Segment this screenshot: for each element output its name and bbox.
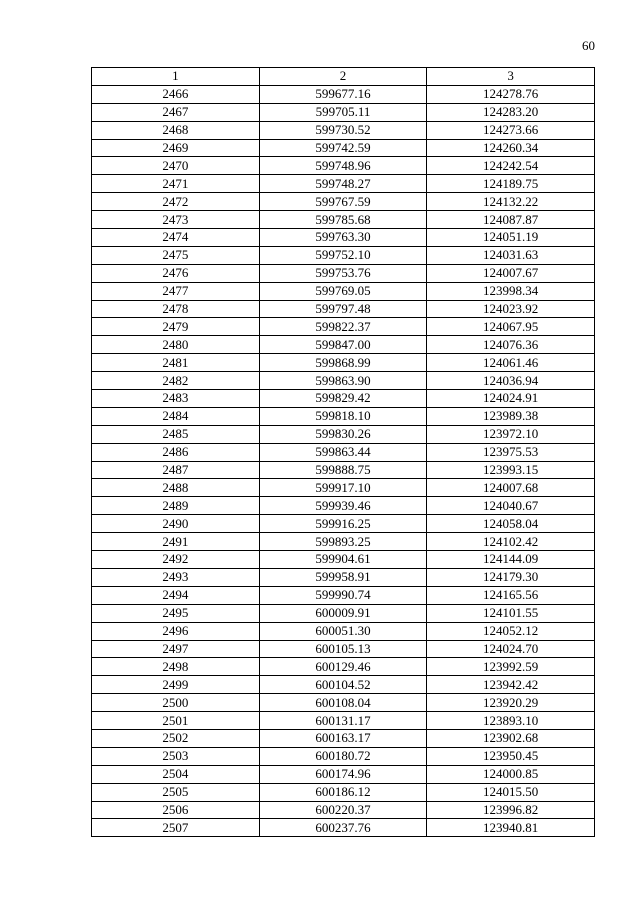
point-number-cell: 2474 bbox=[92, 229, 260, 247]
point-number-cell: 2492 bbox=[92, 551, 260, 569]
table-row bbox=[92, 640, 595, 658]
point-number-cell: 2500 bbox=[92, 694, 260, 712]
x-coordinate-cell: 600105.13 bbox=[259, 640, 427, 658]
y-coordinate-cell: 123996.82 bbox=[427, 801, 595, 819]
table-row bbox=[92, 819, 595, 837]
point-number-cell: 2468 bbox=[92, 121, 260, 139]
table-row bbox=[92, 783, 595, 801]
y-coordinate-cell: 124067.95 bbox=[427, 318, 595, 336]
table-row bbox=[92, 121, 595, 139]
table-row bbox=[92, 336, 595, 354]
x-coordinate-cell: 600186.12 bbox=[259, 783, 427, 801]
table-row bbox=[92, 676, 595, 694]
x-coordinate-cell: 599904.61 bbox=[259, 551, 427, 569]
point-number-cell: 2466 bbox=[92, 85, 260, 103]
point-number-cell: 2471 bbox=[92, 175, 260, 193]
y-coordinate-cell: 123902.68 bbox=[427, 729, 595, 747]
point-number-cell: 2491 bbox=[92, 533, 260, 551]
point-number-cell: 2482 bbox=[92, 372, 260, 390]
point-number-cell: 2503 bbox=[92, 747, 260, 765]
x-coordinate-cell: 599677.16 bbox=[259, 85, 427, 103]
point-number-cell: 2479 bbox=[92, 318, 260, 336]
point-number-cell: 2499 bbox=[92, 676, 260, 694]
x-coordinate-cell: 599917.10 bbox=[259, 479, 427, 497]
x-coordinate-cell: 599863.44 bbox=[259, 443, 427, 461]
y-coordinate-cell: 124076.36 bbox=[427, 336, 595, 354]
y-coordinate-cell: 123893.10 bbox=[427, 712, 595, 730]
x-coordinate-cell: 599818.10 bbox=[259, 407, 427, 425]
table-row bbox=[92, 747, 595, 765]
point-number-cell: 2489 bbox=[92, 497, 260, 515]
y-coordinate-cell: 124023.92 bbox=[427, 300, 595, 318]
point-number-cell: 2467 bbox=[92, 103, 260, 121]
y-coordinate-cell: 124260.34 bbox=[427, 139, 595, 157]
x-coordinate-cell: 599748.96 bbox=[259, 157, 427, 175]
x-coordinate-cell: 600051.30 bbox=[259, 622, 427, 640]
point-number-cell: 2497 bbox=[92, 640, 260, 658]
y-coordinate-cell: 124024.91 bbox=[427, 390, 595, 408]
table-row bbox=[92, 139, 595, 157]
x-coordinate-cell: 600131.17 bbox=[259, 712, 427, 730]
point-number-cell: 2502 bbox=[92, 729, 260, 747]
y-coordinate-cell: 124052.12 bbox=[427, 622, 595, 640]
point-number-cell: 2483 bbox=[92, 390, 260, 408]
x-coordinate-cell: 599763.30 bbox=[259, 229, 427, 247]
point-number-cell: 2476 bbox=[92, 264, 260, 282]
y-coordinate-cell: 124101.55 bbox=[427, 604, 595, 622]
point-number-cell: 2490 bbox=[92, 515, 260, 533]
x-coordinate-cell: 600174.96 bbox=[259, 765, 427, 783]
header-column-2: 2 bbox=[259, 68, 427, 86]
point-number-cell: 2501 bbox=[92, 712, 260, 730]
y-coordinate-cell: 123972.10 bbox=[427, 425, 595, 443]
table-row bbox=[92, 712, 595, 730]
table-row bbox=[92, 282, 595, 300]
table-row bbox=[92, 407, 595, 425]
y-coordinate-cell: 124007.68 bbox=[427, 479, 595, 497]
x-coordinate-cell: 599752.10 bbox=[259, 246, 427, 264]
x-coordinate-cell: 600129.46 bbox=[259, 658, 427, 676]
x-coordinate-cell: 599958.91 bbox=[259, 568, 427, 586]
x-coordinate-cell: 599990.74 bbox=[259, 586, 427, 604]
table-row bbox=[92, 729, 595, 747]
table-row bbox=[92, 175, 595, 193]
x-coordinate-cell: 599742.59 bbox=[259, 139, 427, 157]
table-row bbox=[92, 765, 595, 783]
table-row bbox=[92, 801, 595, 819]
y-coordinate-cell: 124024.70 bbox=[427, 640, 595, 658]
point-number-cell: 2472 bbox=[92, 193, 260, 211]
y-coordinate-cell: 124031.63 bbox=[427, 246, 595, 264]
table-row bbox=[92, 103, 595, 121]
x-coordinate-cell: 599822.37 bbox=[259, 318, 427, 336]
table-row bbox=[92, 372, 595, 390]
table-row bbox=[92, 604, 595, 622]
x-coordinate-cell: 599830.26 bbox=[259, 425, 427, 443]
y-coordinate-cell: 123993.15 bbox=[427, 461, 595, 479]
y-coordinate-cell: 123998.34 bbox=[427, 282, 595, 300]
point-number-cell: 2493 bbox=[92, 568, 260, 586]
x-coordinate-cell: 600220.37 bbox=[259, 801, 427, 819]
point-number-cell: 2495 bbox=[92, 604, 260, 622]
x-coordinate-cell: 599730.52 bbox=[259, 121, 427, 139]
x-coordinate-cell: 599888.75 bbox=[259, 461, 427, 479]
point-number-cell: 2478 bbox=[92, 300, 260, 318]
table-row bbox=[92, 85, 595, 103]
y-coordinate-cell: 123940.81 bbox=[427, 819, 595, 837]
table-row bbox=[92, 425, 595, 443]
point-number-cell: 2504 bbox=[92, 765, 260, 783]
table-row bbox=[92, 354, 595, 372]
table-body bbox=[92, 85, 595, 836]
table-row bbox=[92, 318, 595, 336]
point-number-cell: 2506 bbox=[92, 801, 260, 819]
point-number-cell: 2505 bbox=[92, 783, 260, 801]
point-number-cell: 2480 bbox=[92, 336, 260, 354]
x-coordinate-cell: 599916.25 bbox=[259, 515, 427, 533]
header-column-1: 1 bbox=[92, 68, 260, 86]
x-coordinate-cell: 599863.90 bbox=[259, 372, 427, 390]
x-coordinate-cell: 599797.48 bbox=[259, 300, 427, 318]
y-coordinate-cell: 124036.94 bbox=[427, 372, 595, 390]
point-number-cell: 2484 bbox=[92, 407, 260, 425]
x-coordinate-cell: 600104.52 bbox=[259, 676, 427, 694]
y-coordinate-cell: 123950.45 bbox=[427, 747, 595, 765]
x-coordinate-cell: 599847.00 bbox=[259, 336, 427, 354]
y-coordinate-cell: 124273.66 bbox=[427, 121, 595, 139]
y-coordinate-cell: 124189.75 bbox=[427, 175, 595, 193]
table-row bbox=[92, 211, 595, 229]
y-coordinate-cell: 124144.09 bbox=[427, 551, 595, 569]
table-row bbox=[92, 390, 595, 408]
x-coordinate-cell: 599893.25 bbox=[259, 533, 427, 551]
y-coordinate-cell: 124278.76 bbox=[427, 85, 595, 103]
table-row bbox=[92, 586, 595, 604]
y-coordinate-cell: 124283.20 bbox=[427, 103, 595, 121]
table-row bbox=[92, 551, 595, 569]
table-row bbox=[92, 246, 595, 264]
table-row bbox=[92, 622, 595, 640]
table-row bbox=[92, 157, 595, 175]
y-coordinate-cell: 124040.67 bbox=[427, 497, 595, 515]
y-coordinate-cell: 124165.56 bbox=[427, 586, 595, 604]
x-coordinate-cell: 600180.72 bbox=[259, 747, 427, 765]
table-row bbox=[92, 443, 595, 461]
y-coordinate-cell: 124132.22 bbox=[427, 193, 595, 211]
table-row bbox=[92, 300, 595, 318]
x-coordinate-cell: 600108.04 bbox=[259, 694, 427, 712]
y-coordinate-cell: 124102.42 bbox=[427, 533, 595, 551]
table-row bbox=[92, 479, 595, 497]
y-coordinate-cell: 123920.29 bbox=[427, 694, 595, 712]
y-coordinate-cell: 123942.42 bbox=[427, 676, 595, 694]
y-coordinate-cell: 123992.59 bbox=[427, 658, 595, 676]
x-coordinate-cell: 600237.76 bbox=[259, 819, 427, 837]
point-number-cell: 2477 bbox=[92, 282, 260, 300]
point-number-cell: 2488 bbox=[92, 479, 260, 497]
y-coordinate-cell: 124242.54 bbox=[427, 157, 595, 175]
point-number-cell: 2481 bbox=[92, 354, 260, 372]
y-coordinate-cell: 124007.67 bbox=[427, 264, 595, 282]
x-coordinate-cell: 599748.27 bbox=[259, 175, 427, 193]
x-coordinate-cell: 599767.59 bbox=[259, 193, 427, 211]
table-header bbox=[92, 68, 595, 86]
point-number-cell: 2507 bbox=[92, 819, 260, 837]
page-number: 60 bbox=[582, 38, 595, 53]
point-number-cell: 2486 bbox=[92, 443, 260, 461]
point-number-cell: 2494 bbox=[92, 586, 260, 604]
header-row bbox=[92, 68, 595, 86]
point-number-cell: 2498 bbox=[92, 658, 260, 676]
x-coordinate-cell: 599829.42 bbox=[259, 390, 427, 408]
point-number-cell: 2475 bbox=[92, 246, 260, 264]
point-number-cell: 2469 bbox=[92, 139, 260, 157]
table-row bbox=[92, 568, 595, 586]
y-coordinate-cell: 124058.04 bbox=[427, 515, 595, 533]
x-coordinate-cell: 600163.17 bbox=[259, 729, 427, 747]
y-coordinate-cell: 124179.30 bbox=[427, 568, 595, 586]
x-coordinate-cell: 599769.05 bbox=[259, 282, 427, 300]
y-coordinate-cell: 124051.19 bbox=[427, 229, 595, 247]
point-number-cell: 2496 bbox=[92, 622, 260, 640]
table-row bbox=[92, 658, 595, 676]
x-coordinate-cell: 599785.68 bbox=[259, 211, 427, 229]
table-row bbox=[92, 461, 595, 479]
y-coordinate-cell: 124061.46 bbox=[427, 354, 595, 372]
table-row bbox=[92, 264, 595, 282]
x-coordinate-cell: 599939.46 bbox=[259, 497, 427, 515]
x-coordinate-cell: 600009.91 bbox=[259, 604, 427, 622]
y-coordinate-cell: 124087.87 bbox=[427, 211, 595, 229]
x-coordinate-cell: 599705.11 bbox=[259, 103, 427, 121]
table-row bbox=[92, 694, 595, 712]
point-number-cell: 2487 bbox=[92, 461, 260, 479]
y-coordinate-cell: 123975.53 bbox=[427, 443, 595, 461]
header-column-3: 3 bbox=[427, 68, 595, 86]
table-row bbox=[92, 497, 595, 515]
y-coordinate-cell: 123989.38 bbox=[427, 407, 595, 425]
table-row bbox=[92, 193, 595, 211]
x-coordinate-cell: 599868.99 bbox=[259, 354, 427, 372]
table-row bbox=[92, 229, 595, 247]
coordinates-table bbox=[91, 67, 595, 837]
point-number-cell: 2485 bbox=[92, 425, 260, 443]
y-coordinate-cell: 124000.85 bbox=[427, 765, 595, 783]
table-row bbox=[92, 533, 595, 551]
x-coordinate-cell: 599753.76 bbox=[259, 264, 427, 282]
table-row bbox=[92, 515, 595, 533]
point-number-cell: 2470 bbox=[92, 157, 260, 175]
y-coordinate-cell: 124015.50 bbox=[427, 783, 595, 801]
point-number-cell: 2473 bbox=[92, 211, 260, 229]
